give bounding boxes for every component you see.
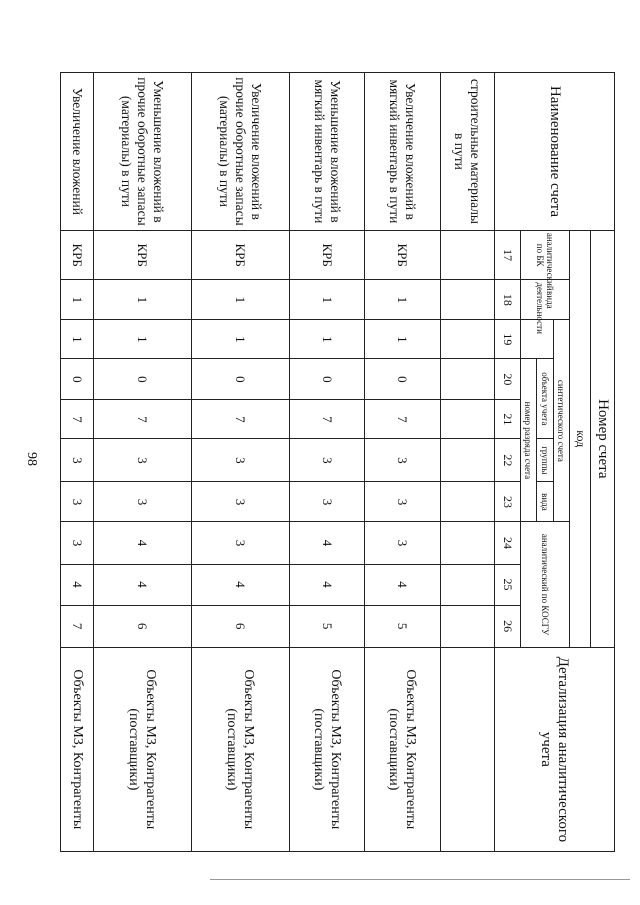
cell-value: 7	[191, 400, 289, 439]
cell-value: 3	[191, 439, 289, 482]
header-name: Наименование счета	[494, 73, 614, 231]
accounts-table	[60, 72, 615, 852]
cell-value: 1	[191, 280, 289, 320]
row-detail: Объекты МЗ, Контрагенты (поставщики)	[289, 647, 364, 851]
cell-value: 1	[289, 280, 364, 320]
cell-value: 7	[289, 400, 364, 439]
header-detail: Детализация аналитического учета	[494, 647, 614, 851]
digit-19: 19	[494, 320, 520, 359]
cell-value	[440, 482, 494, 522]
digit-20: 20	[494, 359, 520, 400]
cell-value: 3	[94, 482, 192, 522]
page-edge-rule	[210, 879, 630, 880]
cell-value: 6	[94, 605, 192, 647]
cell-value: 4	[289, 522, 364, 564]
cell-value: 1	[61, 280, 94, 320]
cell-value: 4	[289, 564, 364, 605]
table-row	[365, 73, 440, 852]
cell-value: 3	[365, 482, 440, 522]
table-row	[191, 73, 289, 852]
cell-value: 1	[191, 320, 289, 359]
cell-value: 1	[94, 280, 192, 320]
row-name: Увеличение вложений в прочие оборотные запасы (материалы) в пути	[191, 73, 289, 231]
row-detail	[440, 647, 494, 851]
table-row	[440, 73, 494, 852]
header-group: группы	[537, 439, 554, 482]
cell-value: 7	[365, 400, 440, 439]
cell-value: 3	[61, 482, 94, 522]
cell-value	[440, 439, 494, 482]
header-account-object: объекта учета	[537, 359, 554, 439]
cell-value: КРБ	[365, 230, 440, 279]
row-detail: Объекты МЗ, Контрагенты (поставщики)	[191, 647, 289, 851]
cell-value: 3	[289, 482, 364, 522]
table-row	[289, 73, 364, 852]
row-name: Увеличение вложений	[61, 73, 94, 231]
cell-value: 7	[94, 400, 192, 439]
digit-17: 17	[494, 230, 520, 279]
cell-value: КРБ	[191, 230, 289, 279]
row-detail: Объекты МЗ, Контрагенты	[61, 647, 94, 851]
row-name: Уменьшение вложений в прочие оборотные запасы (материалы) в пути	[94, 73, 192, 231]
header-synthetic: синтетического счета	[553, 320, 570, 522]
cell-value: 3	[191, 482, 289, 522]
cell-value: 3	[365, 522, 440, 564]
header-number: Номер счета	[591, 230, 615, 647]
cell-value: КРБ	[61, 230, 94, 279]
cell-value: 7	[61, 400, 94, 439]
header-activity-type: вида деятельности	[520, 280, 570, 320]
cell-value: 6	[191, 605, 289, 647]
cell-value: 4	[94, 564, 192, 605]
cell-value	[440, 400, 494, 439]
cell-value: 4	[94, 522, 192, 564]
cell-value	[440, 280, 494, 320]
cell-value: 4	[191, 564, 289, 605]
cell-value: 3	[289, 439, 364, 482]
cell-value: 0	[365, 359, 440, 400]
cell-value: 0	[191, 359, 289, 400]
cell-value	[440, 230, 494, 279]
cell-value: 0	[61, 359, 94, 400]
digit-26: 26	[494, 605, 520, 647]
page-number: 98	[24, 452, 39, 466]
cell-value	[440, 320, 494, 359]
cell-value	[440, 564, 494, 605]
cell-value: 1	[289, 320, 364, 359]
row-name: строительные материалы в пути	[440, 73, 494, 231]
cell-value: 1	[365, 320, 440, 359]
header-code: код	[570, 230, 591, 647]
cell-value: 5	[365, 605, 440, 647]
cell-value: 0	[94, 359, 192, 400]
cell-value: 1	[365, 280, 440, 320]
digit-23: 23	[494, 482, 520, 522]
digit-21: 21	[494, 400, 520, 439]
cell-value	[440, 359, 494, 400]
row-name: Увеличение вложений в мягкий инвентарь в пути	[365, 73, 440, 231]
cell-value: 4	[61, 564, 94, 605]
cell-value: 3	[61, 522, 94, 564]
accounts-table-rotated	[60, 72, 615, 852]
row-name: Уменьшение вложений в мягкий инвентарь в пути	[289, 73, 364, 231]
table-row	[61, 73, 94, 852]
cell-value: 4	[365, 564, 440, 605]
header-analytic-kosgu: аналитический по КОСГУ	[520, 522, 570, 647]
cell-value: 3	[61, 439, 94, 482]
cell-value: 3	[191, 522, 289, 564]
digit-22: 22	[494, 439, 520, 482]
digit-25: 25	[494, 564, 520, 605]
digit-18: 18	[494, 280, 520, 320]
row-detail: Объекты МЗ, Контрагенты (поставщики)	[94, 647, 192, 851]
cell-value: 3	[94, 439, 192, 482]
header-digit-number: номер разряда счета	[520, 359, 537, 522]
cell-value: 1	[61, 320, 94, 359]
header-kind: вида	[537, 482, 554, 522]
table-row	[94, 73, 192, 852]
cell-value: КРБ	[289, 230, 364, 279]
cell-value	[440, 522, 494, 564]
cell-value: 1	[94, 320, 192, 359]
digit-24: 24	[494, 522, 520, 564]
row-detail: Объекты МЗ, Контрагенты (поставщики)	[365, 647, 440, 851]
cell-value: 3	[365, 439, 440, 482]
cell-value: 5	[289, 605, 364, 647]
cell-value: КРБ	[94, 230, 192, 279]
cell-value: 7	[61, 605, 94, 647]
cell-value: 0	[289, 359, 364, 400]
cell-value	[440, 605, 494, 647]
header-analytic-bk: аналитический по БК	[520, 230, 570, 279]
